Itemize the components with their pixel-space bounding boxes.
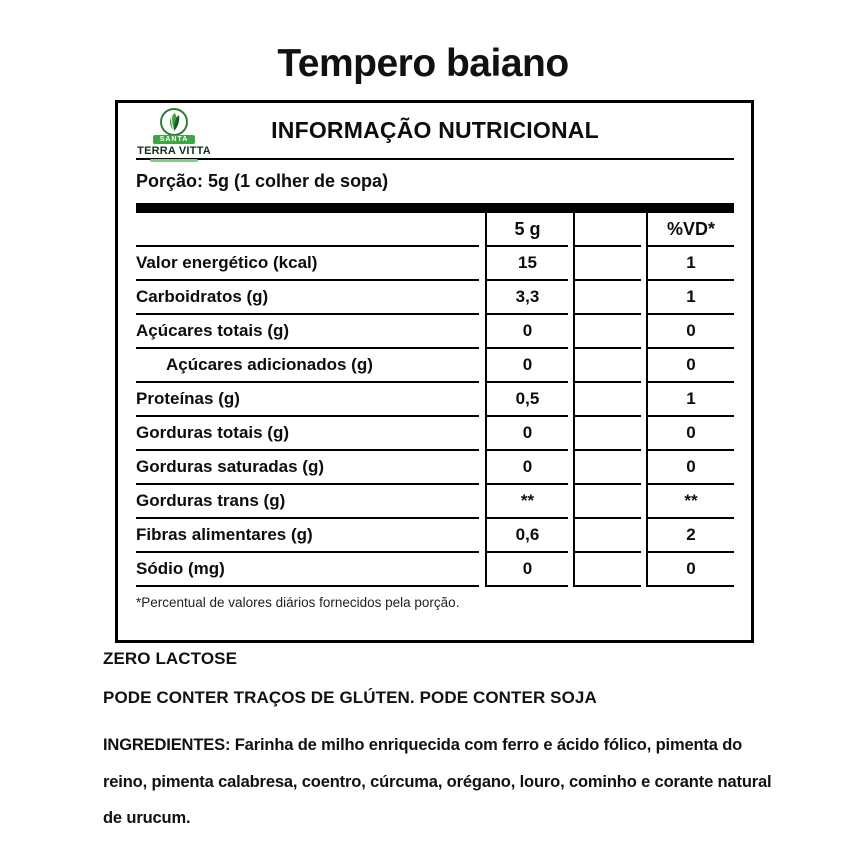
amount-cell: 3,3 (485, 281, 568, 315)
empty-column-header (573, 213, 641, 247)
portion-text: Porção: 5g (1 colher de sopa) (136, 171, 389, 191)
nutrition-table (136, 213, 734, 587)
empty-cell (573, 417, 641, 451)
empty-cell (573, 349, 641, 383)
vd-cell: 0 (646, 451, 734, 485)
table-row (136, 417, 734, 451)
amount-cell: 0 (485, 349, 568, 383)
empty-cell (573, 451, 641, 485)
nutrient-label: Proteínas (g) (136, 383, 479, 417)
nutrition-box-header (136, 103, 734, 160)
nutrient-label: Valor energético (kcal) (136, 247, 479, 281)
vd-footnote: *Percentual de valores diários fornecidos pela porção. (136, 595, 460, 610)
vd-cell: 1 (646, 383, 734, 417)
table-header-row (136, 213, 734, 247)
amount-cell: 0,6 (485, 519, 568, 553)
amount-cell: 0 (485, 451, 568, 485)
leaf-logo-icon (159, 107, 189, 137)
amount-cell: 0 (485, 417, 568, 451)
table-row (136, 451, 734, 485)
amount-cell: 0 (485, 553, 568, 587)
table-row (136, 519, 734, 553)
empty-cell (573, 383, 641, 417)
nutrition-facts-title: INFORMAÇÃO NUTRICIONAL (271, 117, 599, 143)
table-row (136, 349, 734, 383)
nutrient-label: Fibras alimentares (g) (136, 519, 479, 553)
empty-cell (573, 315, 641, 349)
empty-cell (573, 281, 641, 315)
logo-brand-name: TERRA VITTA (137, 145, 211, 157)
nutrient-label: Açúcares adicionados (g) (136, 349, 479, 383)
amount-cell: 15 (485, 247, 568, 281)
amount-cell: 0 (485, 315, 568, 349)
logo-tagline (150, 159, 198, 162)
amount-cell: ** (485, 485, 568, 519)
empty-cell (573, 247, 641, 281)
vd-cell: 0 (646, 417, 734, 451)
header-label-spacer (136, 213, 479, 247)
table-row (136, 281, 734, 315)
vd-cell: 2 (646, 519, 734, 553)
nutrient-label: Gorduras totais (g) (136, 417, 479, 451)
empty-cell (573, 485, 641, 519)
thick-divider-bar (136, 203, 734, 213)
nutrition-facts-box (115, 100, 754, 643)
table-row (136, 383, 734, 417)
table-row (136, 485, 734, 519)
empty-cell (573, 519, 641, 553)
amount-cell: 0,5 (485, 383, 568, 417)
vd-cell: 1 (646, 247, 734, 281)
page-title: Tempero baiano (277, 42, 569, 85)
nutrient-label: Gorduras saturadas (g) (136, 451, 479, 485)
nutrient-label: Gorduras trans (g) (136, 485, 479, 519)
claim-traces: PODE CONTER TRAÇOS DE GLÚTEN. PODE CONTER SOJA (103, 688, 597, 707)
vd-column-header: %VD* (646, 213, 734, 247)
bottom-text-block (103, 649, 775, 837)
vd-cell: 0 (646, 349, 734, 383)
empty-cell (573, 553, 641, 587)
vd-cell: 0 (646, 315, 734, 349)
vd-cell: 0 (646, 553, 734, 587)
table-row (136, 553, 734, 587)
nutrient-label: Açúcares totais (g) (136, 315, 479, 349)
vd-cell: 1 (646, 281, 734, 315)
ingredients-text: INGREDIENTES: Farinha de milho enriquecida com ferro e ácido fólico, pimenta do reino, pimenta calabresa, coentro, cúrcuma, orégano, louro, cominho e corante natural de urucum. (103, 736, 772, 827)
amount-column-header: 5 g (485, 213, 568, 247)
nutrient-label: Sódio (mg) (136, 553, 479, 587)
brand-logo (138, 107, 210, 162)
vd-cell: ** (646, 485, 734, 519)
claim-zero-lactose: ZERO LACTOSE (103, 649, 238, 668)
logo-badge-text: SANTA (153, 135, 196, 144)
table-row (136, 247, 734, 281)
table-row (136, 315, 734, 349)
nutrient-label: Carboidratos (g) (136, 281, 479, 315)
